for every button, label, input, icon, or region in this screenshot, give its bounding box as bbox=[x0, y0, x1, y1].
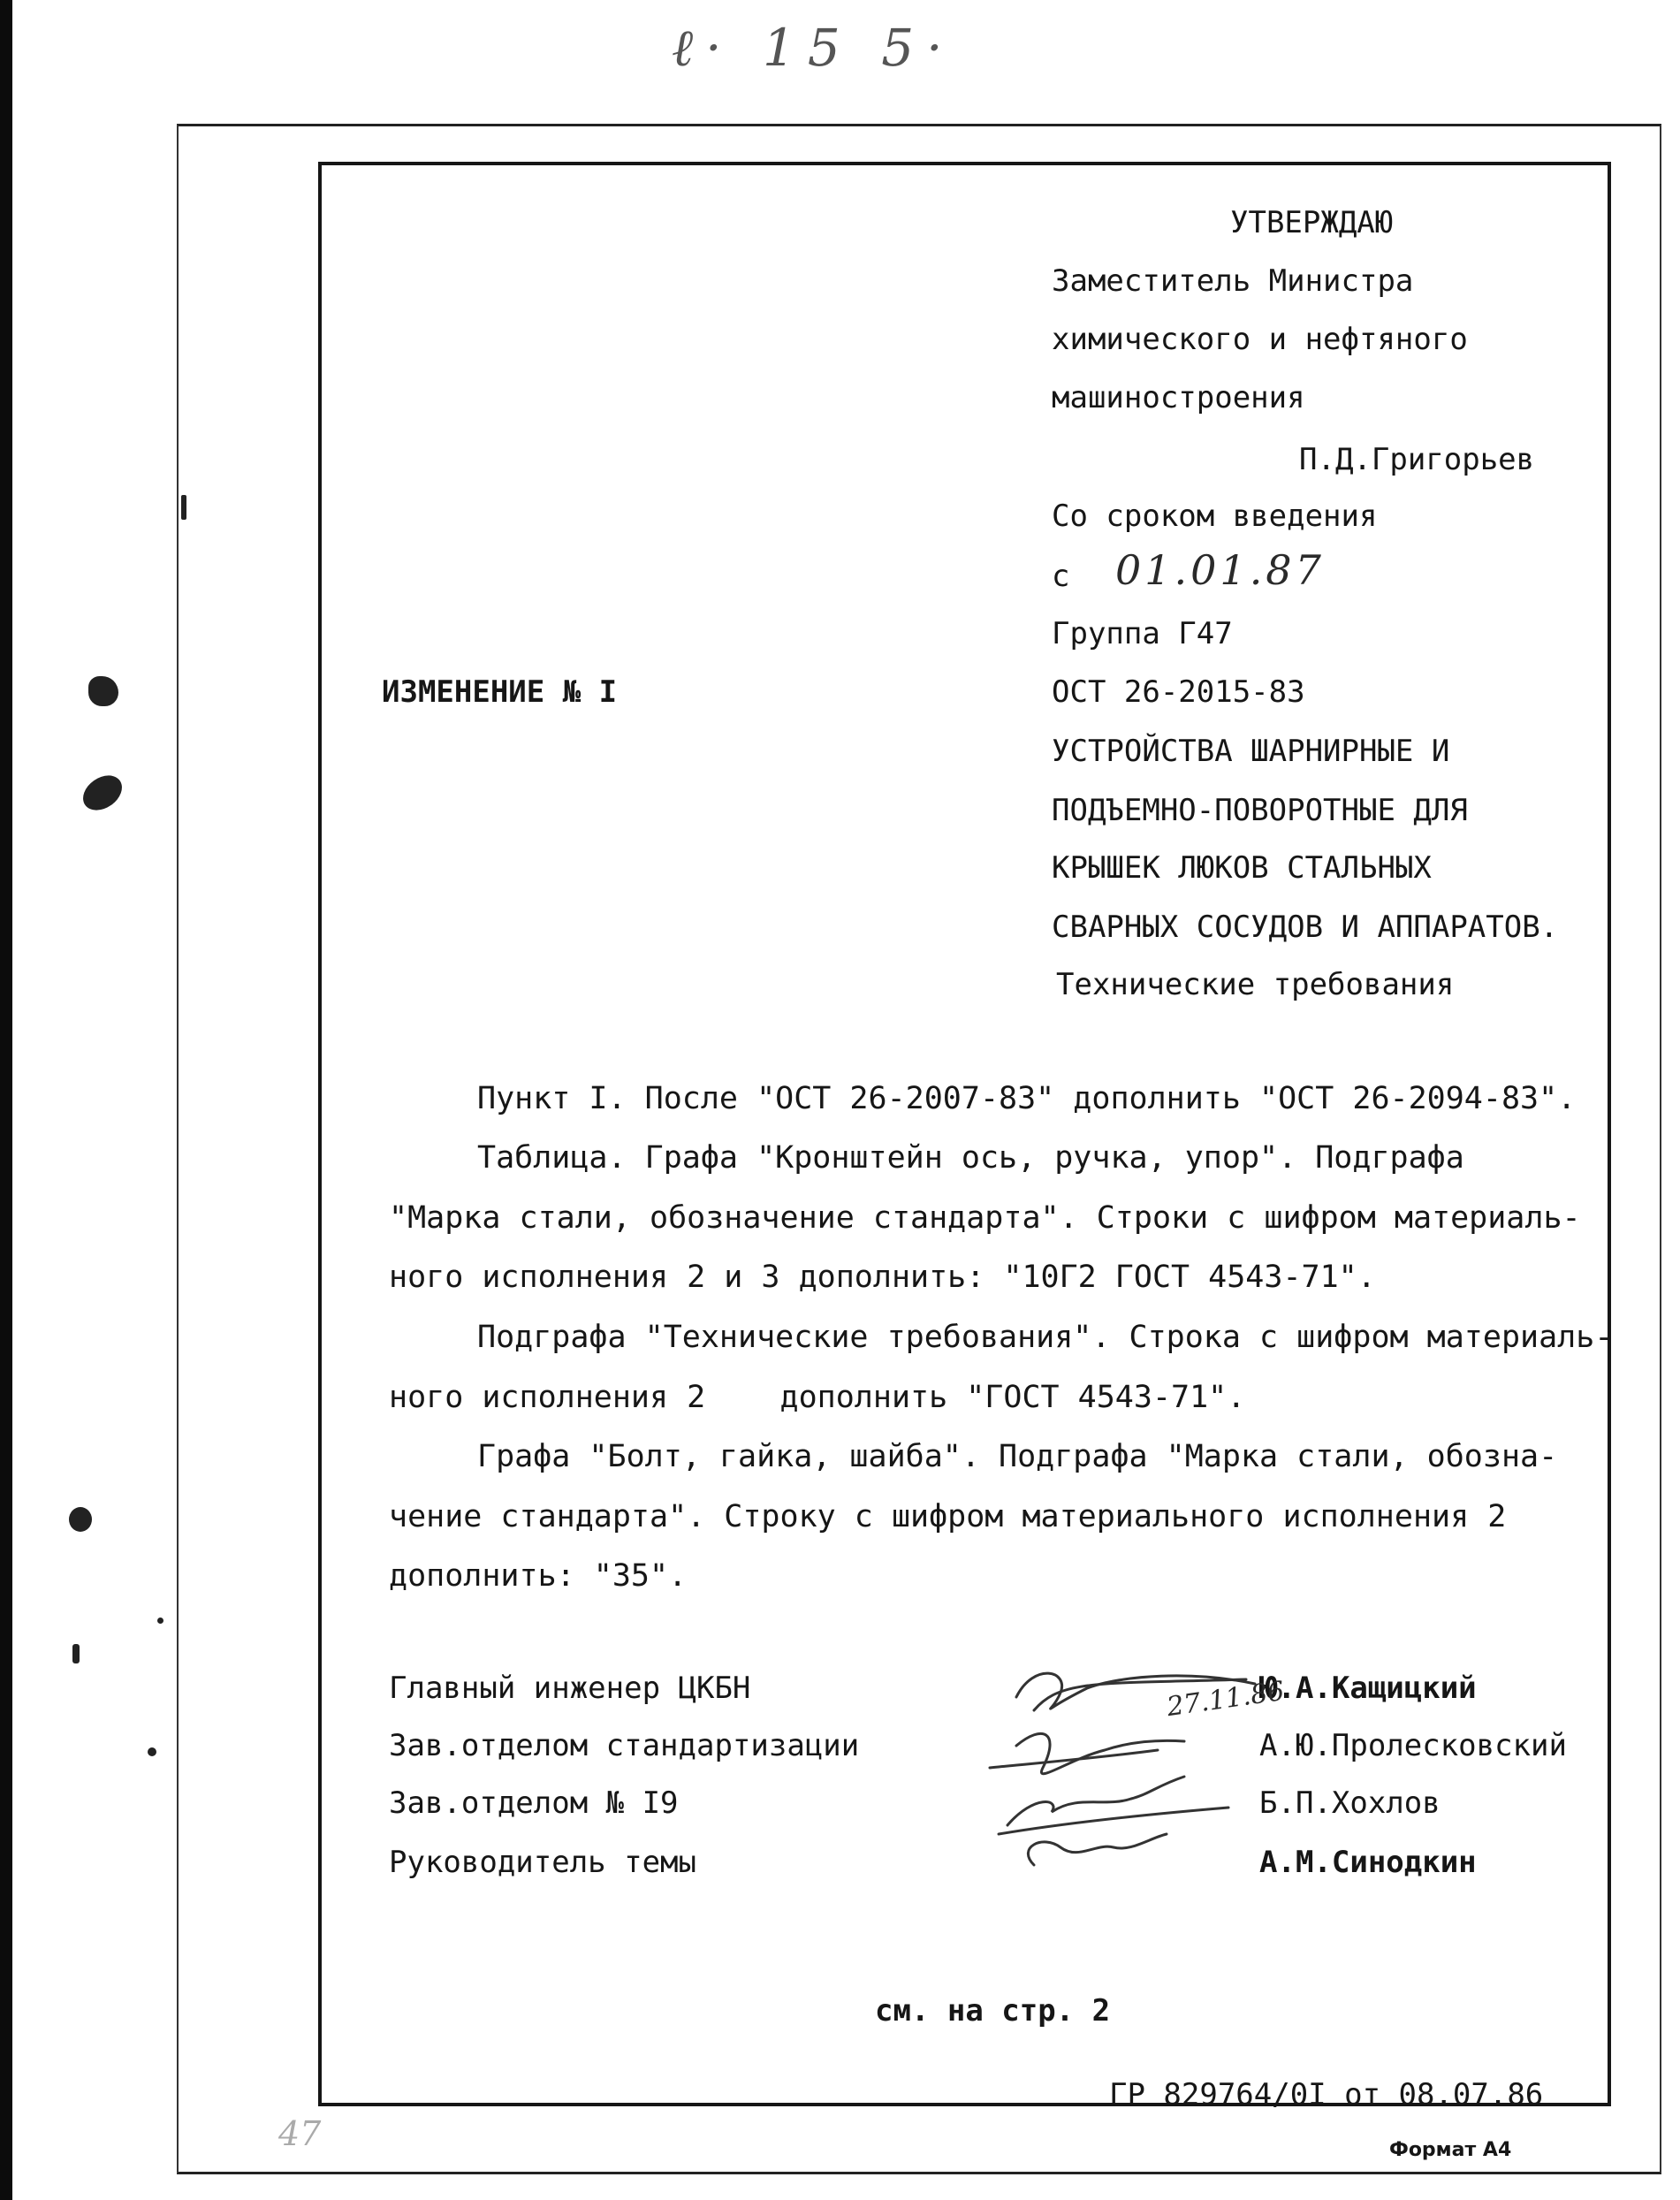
scan-speck bbox=[157, 1618, 163, 1624]
registration-number: ГР 829764/0I от 08.07.86 bbox=[1109, 2077, 1544, 2112]
signatory-name: А.Ю.Пролесковский bbox=[1259, 1728, 1567, 1763]
term-label: Со сроком введения bbox=[1052, 499, 1378, 534]
body-line: "Марка стали, обозначение стандарта". Строки с шифром материаль- bbox=[389, 1200, 1581, 1236]
approval-title: УТВЕРЖДАЮ bbox=[1230, 205, 1394, 240]
standard-subject-line: СВАРНЫХ СОСУДОВ И АППАРАТОВ. bbox=[1052, 910, 1559, 945]
standard-subtitle: Технические требования bbox=[1056, 967, 1455, 1002]
term-date: 01.01.87 bbox=[1115, 546, 1325, 594]
signatory-name: А.М.Синодкин bbox=[1259, 1845, 1477, 1880]
top-handwritten-note: ℓ· 15 5· bbox=[672, 18, 955, 78]
signatory-name: Ю.А.Кащицкий bbox=[1259, 1671, 1477, 1706]
scan-speck bbox=[88, 676, 118, 706]
standard-number: ОСТ 26-2015-83 bbox=[1052, 674, 1305, 710]
scan-speck bbox=[148, 1747, 156, 1756]
body-line: ного исполнения 2 и 3 дополнить: "10Г2 ГОСТ 4543-71". bbox=[389, 1260, 1376, 1295]
change-label: ИЗМЕНЕНИЕ № I bbox=[382, 674, 618, 710]
body-line: Подграфа "Технические требования". Строка с шифром материаль- bbox=[477, 1320, 1614, 1355]
signatory-role: Зав.отделом стандартизации bbox=[389, 1728, 860, 1763]
format-label: Формат А4 bbox=[1389, 2139, 1512, 2161]
scan-speck bbox=[69, 1507, 92, 1532]
standard-subject-line: КРЫШЕК ЛЮКОВ СТАЛЬНЫХ bbox=[1052, 850, 1432, 886]
scan-left-edge bbox=[0, 0, 12, 2200]
approver-name: П.Д.Григорьев bbox=[1299, 442, 1535, 477]
see-page-note: см. на стр. 2 bbox=[875, 1993, 1111, 2029]
body-line: Графа "Болт, гайка, шайба". Подграфа "Марка стали, обозна- bbox=[477, 1439, 1558, 1474]
standard-subject-line: УСТРОЙСТВА ШАРНИРНЫЕ И bbox=[1052, 734, 1450, 769]
standard-subject-line: ПОДЪЕМНО-ПОВОРОТНЫЕ ДЛЯ bbox=[1052, 793, 1468, 828]
body-line: ного исполнения 2 дополнить "ГОСТ 4543-71". bbox=[389, 1380, 1246, 1415]
corner-mark: 47 bbox=[278, 2114, 322, 2153]
body-line: Таблица. Графа "Кронштейн ось, ручка, упор". Подграфа bbox=[477, 1140, 1464, 1176]
handwritten-signatures bbox=[981, 1644, 1273, 1874]
scan-speck bbox=[181, 495, 186, 520]
term-prefix: с bbox=[1052, 559, 1070, 594]
signatory-name: Б.П.Хохлов bbox=[1259, 1785, 1441, 1821]
approval-line: Заместитель Министра bbox=[1052, 263, 1414, 299]
group-code: Группа Г47 bbox=[1052, 616, 1233, 651]
scan-speck bbox=[72, 1644, 80, 1663]
approval-line: химического и нефтяного bbox=[1052, 322, 1468, 357]
approval-line: машиностроения bbox=[1052, 380, 1305, 415]
signature-date: 27.11.86 bbox=[1165, 1675, 1287, 1724]
signatory-role: Главный инженер ЦКБН bbox=[389, 1671, 751, 1706]
body-line: чение стандарта". Строку с шифром материального исполнения 2 bbox=[389, 1499, 1507, 1534]
signatory-role: Зав.отделом № I9 bbox=[389, 1785, 679, 1821]
body-line: дополнить: "35". bbox=[389, 1558, 688, 1594]
body-line: Пункт I. После "ОСТ 26-2007-83" дополнить "ОСТ 26-2094-83". bbox=[477, 1081, 1577, 1116]
signatory-role: Руководитель темы bbox=[389, 1845, 696, 1880]
scan-speck bbox=[77, 768, 129, 817]
